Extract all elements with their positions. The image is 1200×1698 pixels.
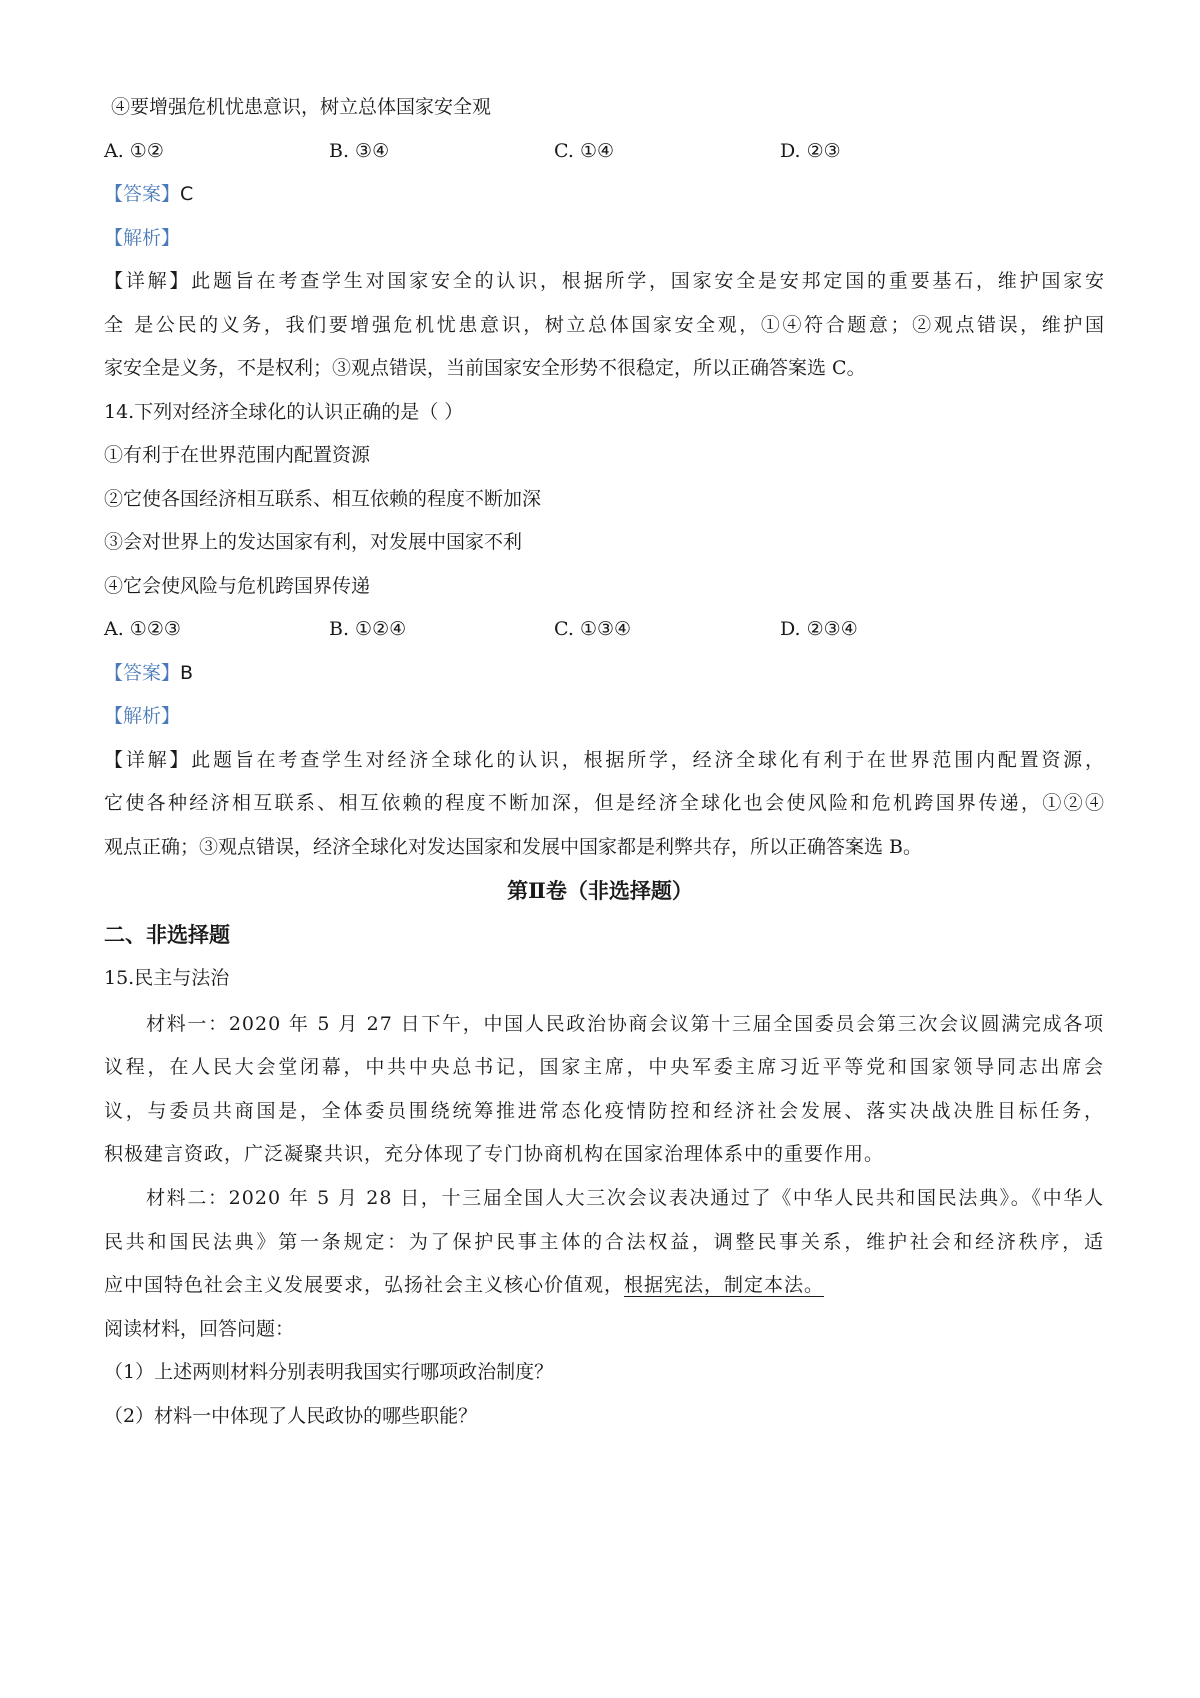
q13-detail-line-1: 【详解】此题旨在考查学生对国家安全的认识，根据所学，国家安全是安邦定国的重要基石，维护国家安 (104, 270, 1104, 292)
q13-option-c: C. ①④ (554, 140, 615, 162)
q14-statement-1: ①有利于在世界范围内配置资源 (104, 444, 371, 466)
material2-line-3-text: 应中国特色社会主义发展要求，弘扬社会主义核心价值观， (104, 1274, 625, 1296)
q13-answer (104, 181, 1094, 207)
material1-line-3: 议，与委员共商国是，全体委员围绕统筹推进常态化疫情防控和经济社会发展、落实决战决胜目标任务， (104, 1100, 1104, 1122)
q15-sub-question-2: （2）材料一中体现了人民政协的哪些职能？ (104, 1405, 478, 1427)
reading-instruction: 阅读材料，回答问题： (104, 1318, 295, 1340)
q13-detail-line-2: 全 是公民的义务，我们要增强危机忧患意识，树立总体国家安全观，①④符合题意；②观点错误，维护国 (104, 314, 1104, 336)
q13-statement-4: ④要增强危机忧患意识，树立总体国家安全观 (111, 96, 492, 118)
q14-option-d: D. ②③④ (780, 618, 858, 640)
q14-option-b: B. ①②④ (329, 618, 407, 640)
answer-value: C (180, 183, 194, 205)
answer-tag: 【答案】 (104, 183, 181, 205)
q13-option-b: B. ③④ (329, 140, 390, 162)
volume-title: 第Ⅱ卷（非选择题） (507, 878, 693, 903)
q13-analysis-tag: 【解析】 (104, 227, 181, 249)
q13-option-d: D. ②③ (780, 140, 841, 162)
section-heading: 二、非选择题 (104, 922, 230, 947)
q14-statement-2: ②它使各国经济相互联系、相互依赖的程度不断加深 (104, 488, 542, 510)
q14-option-a: A. ①②③ (104, 618, 181, 640)
material2-line-2: 民共和国民法典》第一条规定：为了保护民事主体的合法权益，调整民事关系，维护社会和经济秩序，适 (104, 1231, 1104, 1253)
material2-line-3 (104, 1272, 1094, 1298)
q15-sub-question-1: （1）上述两则材料分别表明我国实行哪项政治制度？ (104, 1361, 554, 1383)
q14-option-c: C. ①③④ (554, 618, 632, 640)
q13-detail-line-3: 家安全是义务，不是权利；③观点错误，当前国家安全形势不很稳定，所以正确答案选 C。 (104, 357, 866, 379)
material2-underlined-text: 根据宪法，制定本法。 (624, 1274, 825, 1296)
material1-line-4: 积极建言资政，广泛凝聚共识，充分体现了专门协商机构在国家治理体系中的重要作用。 (104, 1143, 885, 1165)
q14-answer (104, 660, 1094, 686)
q14-statement-4: ④它会使风险与危机跨国界传递 (104, 575, 371, 597)
answer-tag: 【答案】 (104, 662, 181, 684)
q14-detail-line-2: 它使各种经济相互联系、相互依赖的程度不断加深，但是经济全球化也会使风险和危机跨国界传递，①②④ (104, 792, 1104, 814)
material2-line-1: 材料二：2020 年 5 月 28 日，十三届全国人大三次会议表决通过了《中华人民共和国民法典》。《中华人 (146, 1187, 1104, 1209)
q14-detail-line-3: 观点正确；③观点错误，经济全球化对发达国家和发展中国家都是利弊共存，所以正确答案选 B。 (104, 836, 923, 858)
q15-title: 15.民主与法治 (104, 967, 230, 989)
q13-option-a: A. ①② (104, 140, 164, 162)
q14-question: 14.下列对经济全球化的认识正确的是（ ） (104, 401, 464, 423)
answer-value: B (180, 662, 194, 684)
q14-detail-line-1: 【详解】此题旨在考查学生对经济全球化的认识，根据所学，经济全球化有利于在世界范围内配置资源， (104, 749, 1104, 771)
q14-statement-3: ③会对世界上的发达国家有利，对发展中国家不利 (104, 531, 523, 553)
q14-analysis-tag: 【解析】 (104, 705, 181, 727)
material1-line-1: 材料一：2020 年 5 月 27 日下午，中国人民政治协商会议第十三届全国委员会第三次会议圆满完成各项 (146, 1013, 1104, 1035)
material1-line-2: 议程，在人民大会堂闭幕，中共中央总书记，国家主席，中央军委主席习近平等党和国家领导同志出席会 (104, 1056, 1104, 1078)
